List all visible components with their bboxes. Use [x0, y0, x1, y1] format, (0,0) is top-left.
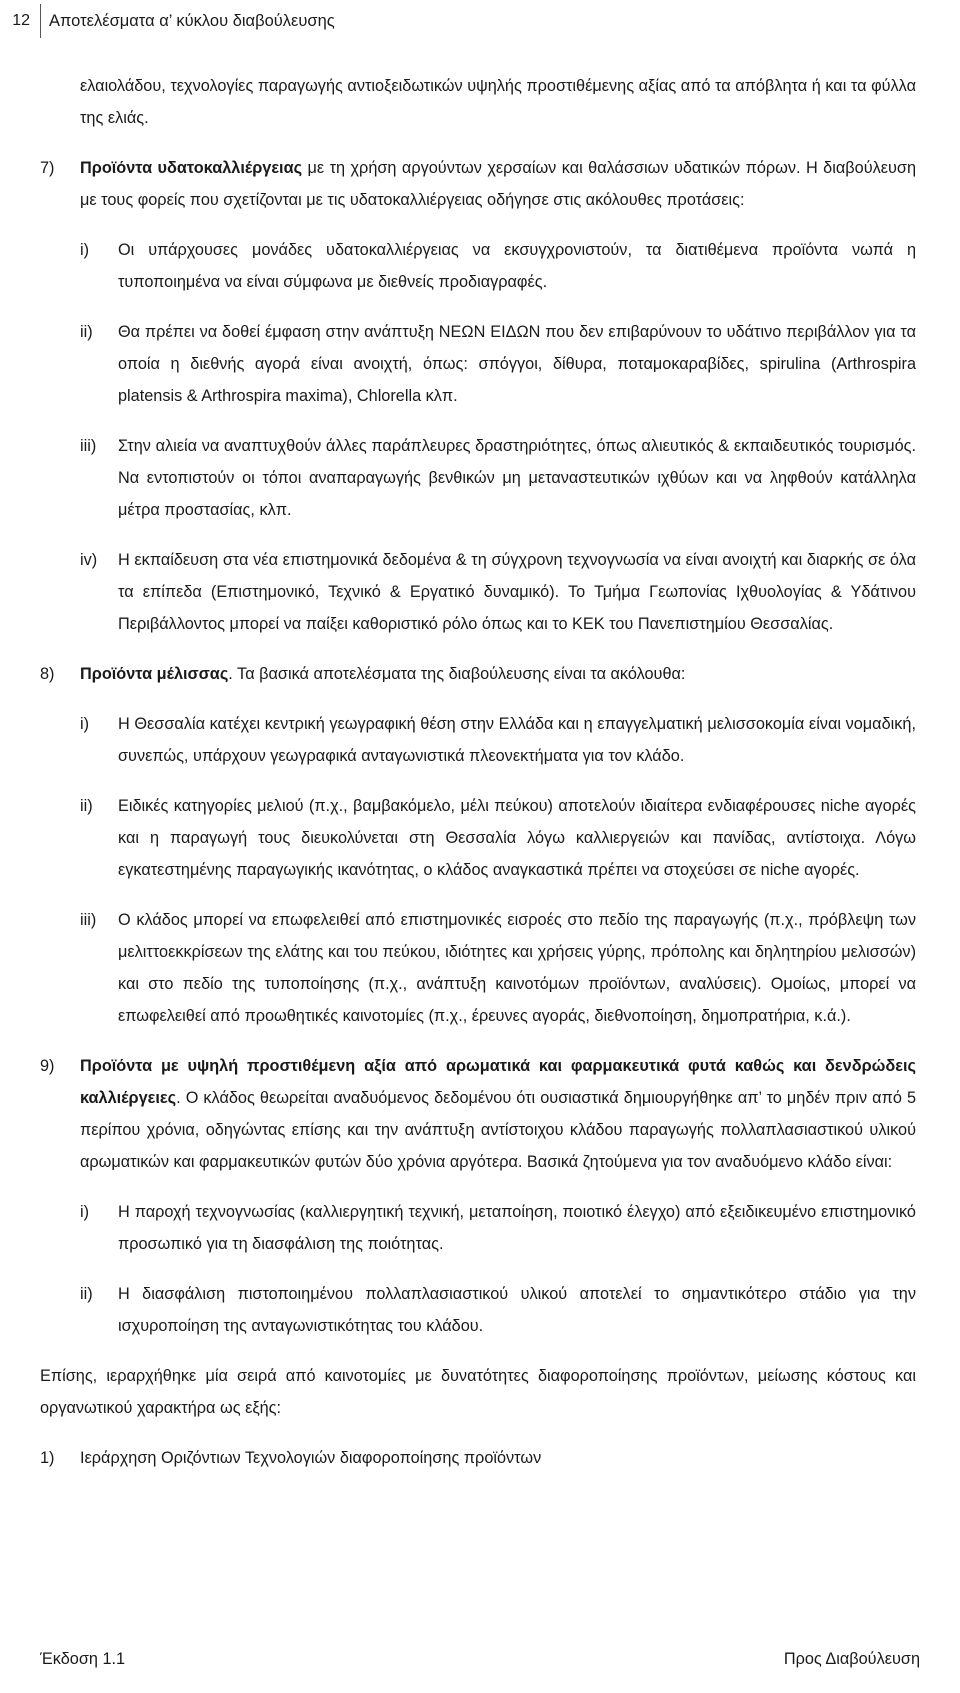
item-description: . Τα βασικά αποτελέσματα της διαβούλευσης είναι τα ακόλουθα:: [228, 665, 686, 683]
sub-item-number: ii): [80, 323, 93, 341]
item-number: 8): [40, 665, 55, 683]
document-body: [40, 70, 916, 1492]
page-number: 12: [12, 12, 30, 29]
list-item-7: [40, 152, 916, 640]
footer-status: Προς Διαβούλευση: [783, 1650, 920, 1668]
sub-item-text: Η εκπαίδευση στα νέα επιστημονικά δεδομένα & τη σύγχρονη τεχνογνωσία να είναι ανοιχτή και διαρκής σε όλα τα επίπεδα (Επιστημονικό, Τεχνικό & Εργατικό δυναμικό). Το Τμήμα Γεωπονίας Ιχθυολογίας & Υδάτινου Περιβάλλοντος μπορεί να παίξει καθοριστικό ρόλο όπως και το ΚΕΚ του Πανεπιστημίου Θεσσαλίας.: [118, 551, 916, 633]
sub-item-text: Η διασφάλιση πιστοποιημένου πολλαπλασιαστικού υλικού αποτελεί το σημαντικότερο στάδιο για την ισχυροποίηση της ανταγωνιστικότητας του κλάδου.: [118, 1285, 916, 1335]
sub-item-number: ii): [80, 797, 93, 815]
item-text: [80, 152, 916, 216]
item-heading: Προϊόντα με υψηλή προστιθέμενη αξία από αρωματικά και φαρμακευτικά φυτά καθώς και δενδρώδεις καλλιέργειες: [80, 1057, 916, 1107]
item-number: 7): [40, 159, 55, 177]
item-text: [80, 658, 916, 690]
list-item-8: [40, 658, 916, 1032]
continued-paragraph: ελαιολάδου, τεχνολογίες παραγωγής αντιοξειδωτικών υψηλής προστιθέμενης αξίας από τα απόβλητα ή και τα φύλλα της ελιάς.: [80, 77, 916, 127]
sub-item: [80, 1196, 916, 1260]
footer-version: Έκδοση 1.1: [40, 1650, 126, 1668]
sub-item: [80, 430, 916, 526]
sub-item-text: Η παροχή τεχνογνωσίας (καλλιεργητική τεχνική, μεταποίηση, ποιοτικό έλεγχο) από εξειδικευμένο επιστημονικό προσωπικό για τη διασφάλιση της ποιότητας.: [118, 1203, 916, 1253]
sub-item-text: Η Θεσσαλία κατέχει κεντρική γεωγραφική θέση στην Ελλάδα και η επαγγελματική μελισσοκομία είναι νομαδική, συνεπώς, υπάρχουν γεωγραφικά ανταγωνιστικά πλεονεκτήματα για τον κλάδο.: [118, 715, 916, 765]
item-description: με τη χρήση αργούντων χερσαίων και θαλάσσιων υδατικών πόρων. Η διαβούλευση με τους φορείς που σχετίζονται με τις υδατοκαλλιέργειας οδήγησε στις ακόλουθες προτάσεις:: [80, 159, 916, 209]
sub-item-number: ii): [80, 1285, 93, 1303]
item-text: [80, 1050, 916, 1178]
sub-item: [80, 234, 916, 298]
item-heading: Προϊόντα μέλισσας: [80, 665, 229, 683]
closing-paragraph: Επίσης, ιεραρχήθηκε μία σειρά από καινοτομίες με δυνατότητες διαφοροποίησης προϊόντων, μείωσης κόστους και οργανωτικού χαρακτήρα ως εξής:: [40, 1367, 916, 1417]
item-body: [80, 152, 916, 640]
item-body: [80, 1050, 916, 1342]
header-title: Αποτελέσματα α’ κύκλου διαβούλευσης: [49, 11, 335, 30]
item-text: Ιεράρχηση Οριζόντιων Τεχνολογιών διαφοροποίησης προϊόντων: [80, 1449, 542, 1467]
sub-item-number: i): [80, 1203, 90, 1221]
sub-item-text: Ειδικές κατηγορίες μελιού (π.χ., βαμβακόμελο, μέλι πεύκου) αποτελούν ιδιαίτερα ενδιαφέρουσες niche αγορές και η παραγωγή τους διευκολύνεται στη Θεσσαλία λόγω καλλιεργειών και πανίδας, αντίστοιχα. Λόγω εγκατεστημένης παραγωγικής ικανότητας, ο κλάδος αναγκαστικά πρέπει να στοχεύσει σε niche αγορές.: [118, 797, 916, 879]
sub-item-number: iv): [80, 551, 98, 569]
item-number: 1): [40, 1449, 55, 1467]
sub-item-number: iii): [80, 911, 97, 929]
sub-item: [80, 708, 916, 772]
sub-item: [80, 790, 916, 886]
page-header: [0, 4, 335, 38]
sub-item-number: iii): [80, 437, 97, 455]
list-item-9: [40, 1050, 916, 1342]
item-description: . Ο κλάδος θεωρείται αναδυόμενος δεδομένου ότι ουσιαστικά δημιουργήθηκε απ’ το μηδέν πριν από 5 περίπου χρόνια, οδηγώντας επίσης και την ανάπτυξη αντίστοιχου κλάδου παραγωγής πολλαπλασιαστικού υλικού αρωματικών και φαρμακευτικών φυτών δύο χρόνια αργότερα. Βασικά ζητούμενα για τον αναδυόμενο κλάδο είναι:: [80, 1089, 916, 1171]
sub-item-number: i): [80, 241, 90, 259]
sub-item-number: i): [80, 715, 90, 733]
sub-item: [80, 316, 916, 412]
sub-item-text: Ο κλάδος μπορεί να επωφελειθεί από επιστημονικές εισροές στο πεδίο της παραγωγής (π.χ., πρόβλεψη των μελιττοεκκρίσεων της ελάτης και του πεύκου, ιδιότητες και χρήσεις γύρης, πρόπολης και δηλητηρίου μελισσών) και στο πεδίο της τυποποίησης (π.χ., ανάπτυξη καινοτόμων προϊόντων, αναλύσεις). Ομοίως, μπορεί να επωφελειθεί από προωθητικές καινοτομίες (π.χ., έρευνες αγοράς, διεθνοποίηση, δημοπρατήρια, κ.ά.).: [118, 911, 916, 1025]
sub-item-text: Θα πρέπει να δοθεί έμφαση στην ανάπτυξη ΝΕΩΝ ΕΙΔΩΝ που δεν επιβαρύνουν το υδάτινο περιβάλλον για τα οποία η διεθνής αγορά είναι ανοιχτή, όπως: σπόγγοι, δίθυρα, ποταμοκαραβίδες, spirulina (Arthrospira platensis & Arthrospira maxima), Chlorella κλπ.: [118, 323, 916, 405]
item-number: 9): [40, 1057, 55, 1075]
sub-item: [80, 904, 916, 1032]
sub-item-text: Οι υπάρχουσες μονάδες υδατοκαλλιέργειας να εκσυγχρονιστούν, τα διατιθέμενα προϊόντα νωπά η τυποποιημένα να είναι σύμφωνα με διεθνείς προδιαγραφές.: [118, 241, 916, 291]
sub-item: [80, 544, 916, 640]
sub-item: [80, 1278, 916, 1342]
item-heading: Προϊόντα υδατοκαλλιέργειας: [80, 159, 303, 177]
list-item-1: [40, 1442, 916, 1474]
item-body: [80, 658, 916, 1032]
sub-item-text: Στην αλιεία να αναπτυχθούν άλλες παράπλευρες δραστηριότητες, όπως αλιευτικός & εκπαιδευτικός τουρισμός. Να εντοπιστούν οι τόποι αναπαραγωγής βενθικών μη μεταναστευτικών ιχθύων και να ληφθούν κατάλληλα μέτρα προστασίας, κλπ.: [118, 437, 916, 519]
